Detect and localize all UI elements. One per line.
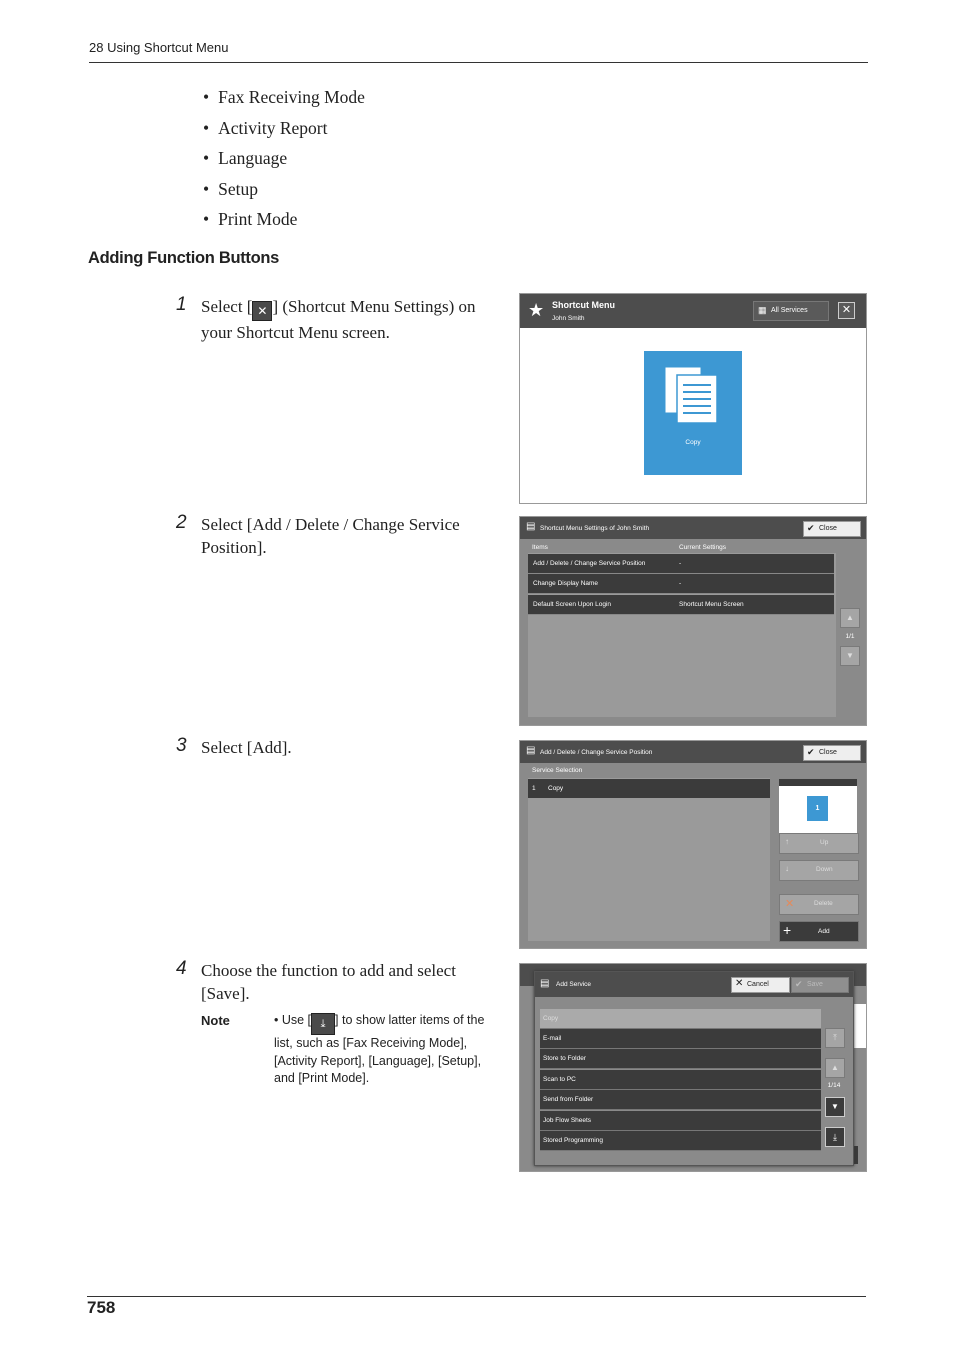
screen-title: Add / Delete / Change Service Position xyxy=(540,749,653,756)
row-number: 1 xyxy=(532,785,536,792)
scroll-down-button[interactable]: ▼ xyxy=(840,646,860,666)
table-row[interactable] xyxy=(528,574,834,594)
scroll-up-button[interactable]: ▲ xyxy=(840,608,860,628)
copy-tile[interactable] xyxy=(644,351,742,475)
close-button[interactable] xyxy=(803,745,861,761)
dialog-title-bar xyxy=(535,972,853,997)
list-item[interactable] xyxy=(540,1049,821,1069)
list-item: • Language xyxy=(203,143,365,174)
cancel-button[interactable] xyxy=(731,977,790,993)
list-item-label: Store to Folder xyxy=(543,1055,586,1062)
screen-title: Shortcut Menu xyxy=(552,300,615,310)
list-item: • Activity Report xyxy=(203,113,365,144)
row-item: Change Display Name xyxy=(533,580,599,587)
save-button[interactable] xyxy=(791,977,849,993)
list-item[interactable] xyxy=(540,1131,821,1151)
star-icon: ★ xyxy=(528,300,545,320)
row-item: Add / Delete / Change Service Position xyxy=(533,560,646,567)
shortcut-settings-icon: ✕ xyxy=(252,301,272,321)
copy-icon xyxy=(663,365,723,427)
close-button[interactable] xyxy=(803,521,861,537)
screenshot-shortcut-menu xyxy=(519,293,867,504)
list-item[interactable] xyxy=(540,1090,821,1110)
arrow-up-icon: ↑ xyxy=(785,837,789,846)
delete-button[interactable] xyxy=(779,894,859,915)
step-number: 3 xyxy=(176,735,187,756)
row-value: - xyxy=(679,580,682,587)
tile-label: Copy xyxy=(685,439,701,446)
table-row[interactable] xyxy=(528,595,834,615)
cancel-label: Cancel xyxy=(747,981,769,988)
list-item: • Print Mode xyxy=(203,204,365,235)
section-title: Adding Function Buttons xyxy=(88,249,280,267)
row-value: Shortcut Menu Screen xyxy=(679,601,744,608)
table-row[interactable] xyxy=(528,779,770,798)
note-label: Note xyxy=(201,1013,230,1028)
document-icon: ▤ xyxy=(526,521,536,532)
note-text-part: • Use [ xyxy=(274,1013,312,1027)
position-slot[interactable]: 1 xyxy=(807,796,828,821)
title-bar xyxy=(520,294,866,328)
step-number: 1 xyxy=(176,294,187,315)
list-item[interactable] xyxy=(540,1111,821,1131)
note-text-part: ] to show latter items of the list, such as [Fax Receiving Mode], [Activity Report], [Language], [Setup], and [Print Mode]. xyxy=(274,1013,485,1085)
step-text xyxy=(201,295,506,344)
scroll-up-button[interactable]: ▲ xyxy=(825,1058,845,1078)
running-header: 28 Using Shortcut Menu xyxy=(89,40,229,55)
list-item-label: Copy xyxy=(543,1015,559,1022)
step-text-part: ] (Shortcut Menu Settings) on your Shortcut Menu screen. xyxy=(201,297,476,342)
up-button[interactable] xyxy=(779,833,859,854)
list-item-label: Job Flow Sheets xyxy=(543,1117,592,1124)
save-label: Save xyxy=(807,981,823,988)
step-text: Select [Add / Delete / Change Service Position]. xyxy=(201,515,460,557)
delete-x-icon: ✕ xyxy=(785,898,795,910)
add-button[interactable] xyxy=(779,921,859,942)
shortcut-settings-icon[interactable]: ✕ xyxy=(838,302,855,319)
down-label: Down xyxy=(816,866,833,873)
list-item-label: Send from Folder xyxy=(543,1096,594,1103)
delete-label: Delete xyxy=(814,900,833,907)
add-service-dialog xyxy=(534,971,854,1166)
step-text: Choose the function to add and select [Save]. xyxy=(201,961,456,1003)
title-bar xyxy=(520,741,866,763)
list-item-label: E-mail xyxy=(543,1035,562,1042)
dialog-title: Add Service xyxy=(556,981,592,988)
check-icon: ✔ xyxy=(795,979,803,989)
scroll-down-button[interactable]: ▼ xyxy=(825,1097,845,1117)
service-list xyxy=(528,778,770,941)
footer-rule xyxy=(87,1296,866,1297)
up-label: Up xyxy=(820,839,829,846)
document-icon: ▤ xyxy=(540,978,550,989)
close-label: Close xyxy=(819,749,837,756)
subtitle: Service Selection xyxy=(532,767,583,774)
page-indicator: 1/14 xyxy=(827,1082,841,1089)
document-icon: ▤ xyxy=(526,745,536,756)
user-name: John Smith xyxy=(552,315,585,322)
header-rule xyxy=(89,62,868,63)
list-item[interactable] xyxy=(540,1029,821,1049)
list-item-label: Stored Programming xyxy=(543,1137,603,1144)
list-item-label: Scan to PC xyxy=(543,1076,576,1083)
row-label: Copy xyxy=(548,785,564,792)
screen-title: Shortcut Menu Settings of John Smith xyxy=(540,525,650,532)
scroll-to-end-button[interactable]: ⤓ xyxy=(825,1127,845,1147)
menu-item-list xyxy=(203,82,365,235)
all-services-label: All Services xyxy=(771,307,808,314)
page-indicator: 1/1 xyxy=(845,633,855,640)
check-icon: ✔ xyxy=(807,523,815,533)
position-preview xyxy=(779,779,857,833)
close-label: Close xyxy=(819,525,837,532)
step-text: Select [Add]. xyxy=(201,738,292,757)
row-value: - xyxy=(679,560,682,567)
list-item[interactable] xyxy=(540,1070,821,1090)
all-services-button[interactable] xyxy=(753,301,829,321)
screenshot-add-service xyxy=(519,963,867,1172)
table-row[interactable] xyxy=(528,554,834,574)
arrow-down-icon: ↓ xyxy=(785,864,789,873)
check-icon: ✔ xyxy=(807,747,815,757)
list-item: • Setup xyxy=(203,174,365,205)
list-item-disabled xyxy=(540,1009,821,1029)
note-text xyxy=(274,1012,502,1088)
plus-icon: + xyxy=(783,922,792,938)
screenshot-shortcut-menu-settings xyxy=(519,516,867,726)
scroll-to-end-icon: ⤓ xyxy=(311,1013,335,1035)
step-text-part: Select [ xyxy=(201,297,253,316)
step-number: 4 xyxy=(176,958,187,979)
list-item: • Fax Receiving Mode xyxy=(203,82,365,113)
page-number: 758 xyxy=(87,1298,116,1317)
grid-icon: ▦ xyxy=(758,305,767,315)
add-label: Add xyxy=(818,928,830,935)
column-header-items: Items xyxy=(532,544,548,551)
down-button[interactable] xyxy=(779,860,859,881)
row-item: Default Screen Upon Login xyxy=(533,601,612,608)
scroll-to-top-button[interactable]: ⤒ xyxy=(825,1028,845,1048)
step-number: 2 xyxy=(176,512,187,533)
column-header-current: Current Settings xyxy=(679,544,726,551)
title-bar xyxy=(520,517,866,539)
close-icon: ✕ xyxy=(735,978,744,989)
screenshot-service-position xyxy=(519,740,867,949)
